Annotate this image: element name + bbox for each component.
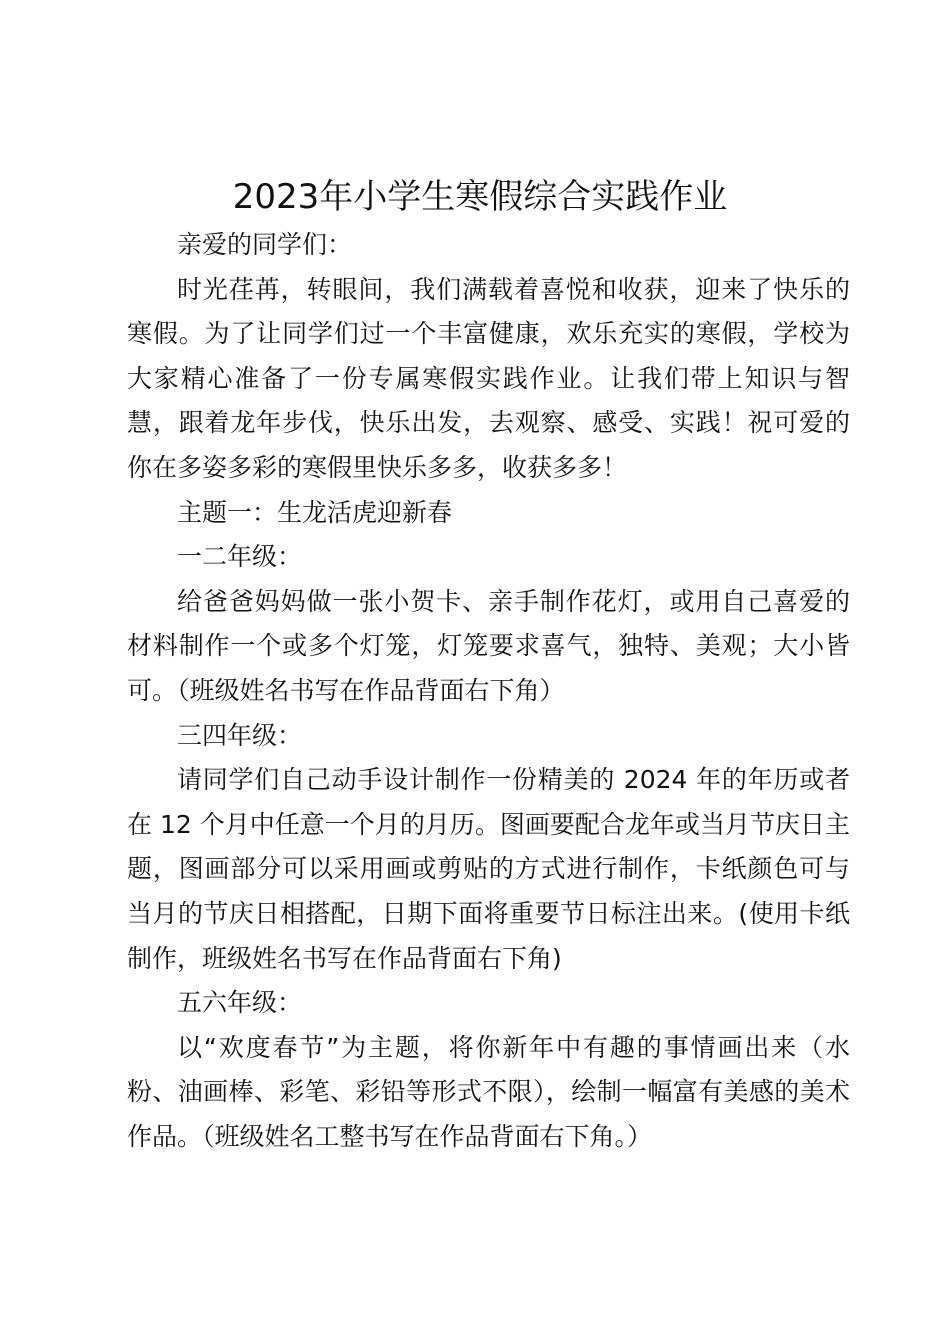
grade-5-6-heading: 五六年级： — [177, 988, 303, 1018]
document-title: 2023年小学生寒假综合实践作业 — [232, 177, 728, 217]
theme-heading: 主题一：生龙活虎迎新春 — [177, 497, 453, 527]
grade-3-4-heading: 三四年级： — [177, 720, 303, 750]
grade-5-6-task: 以“欢度春节”为主题，将你新年中有趣的事情画出来（水粉、油画棒、彩笔、彩铅等形式不限），绘制一幅富有美感的美术作品。（班级姓名工整书写在作品背面右下角。） — [127, 1032, 850, 1151]
salutation: 亲爱的同学们： — [177, 230, 353, 259]
grade-1-2-heading: 一二年级： — [177, 542, 303, 572]
document-body — [127, 223, 850, 1159]
intro-paragraph: 时光荏苒，转眼间，我们满载着喜悦和收获，迎来了快乐的寒假。为了让同学们过一个丰富健康，欢乐充实的寒假，学校为大家精心准备了一份专属寒假实践作业。让我们带上知识与智慧，跟着龙年步伐，快乐出发，去观察、感受、实践！祝可爱的你在多姿多彩的寒假里快乐多多，收获多多！ — [127, 274, 850, 482]
grade-1-2-task: 给爸爸妈妈做一张小贺卡、亲手制作花灯，或用自己喜爱的材料制作一个或多个灯笼，灯笼要求喜气，独特、美观；大小皆可。（班级姓名书写在作品背面右下角） — [127, 586, 850, 705]
grade-3-4-task: 请同学们自己动手设计制作一份精美的 2024 年的年历或者在 12 个月中任意一个月的月历。图画要配合龙年或当月节庆日主题，图画部分可以采用画或剪贴的方式进行制作，卡纸颜色可与当月的节庆日相搭配，日期下面将重要节日标注出来。(使用卡纸制作，班级姓名书写在作品背面右下角) — [127, 765, 850, 973]
